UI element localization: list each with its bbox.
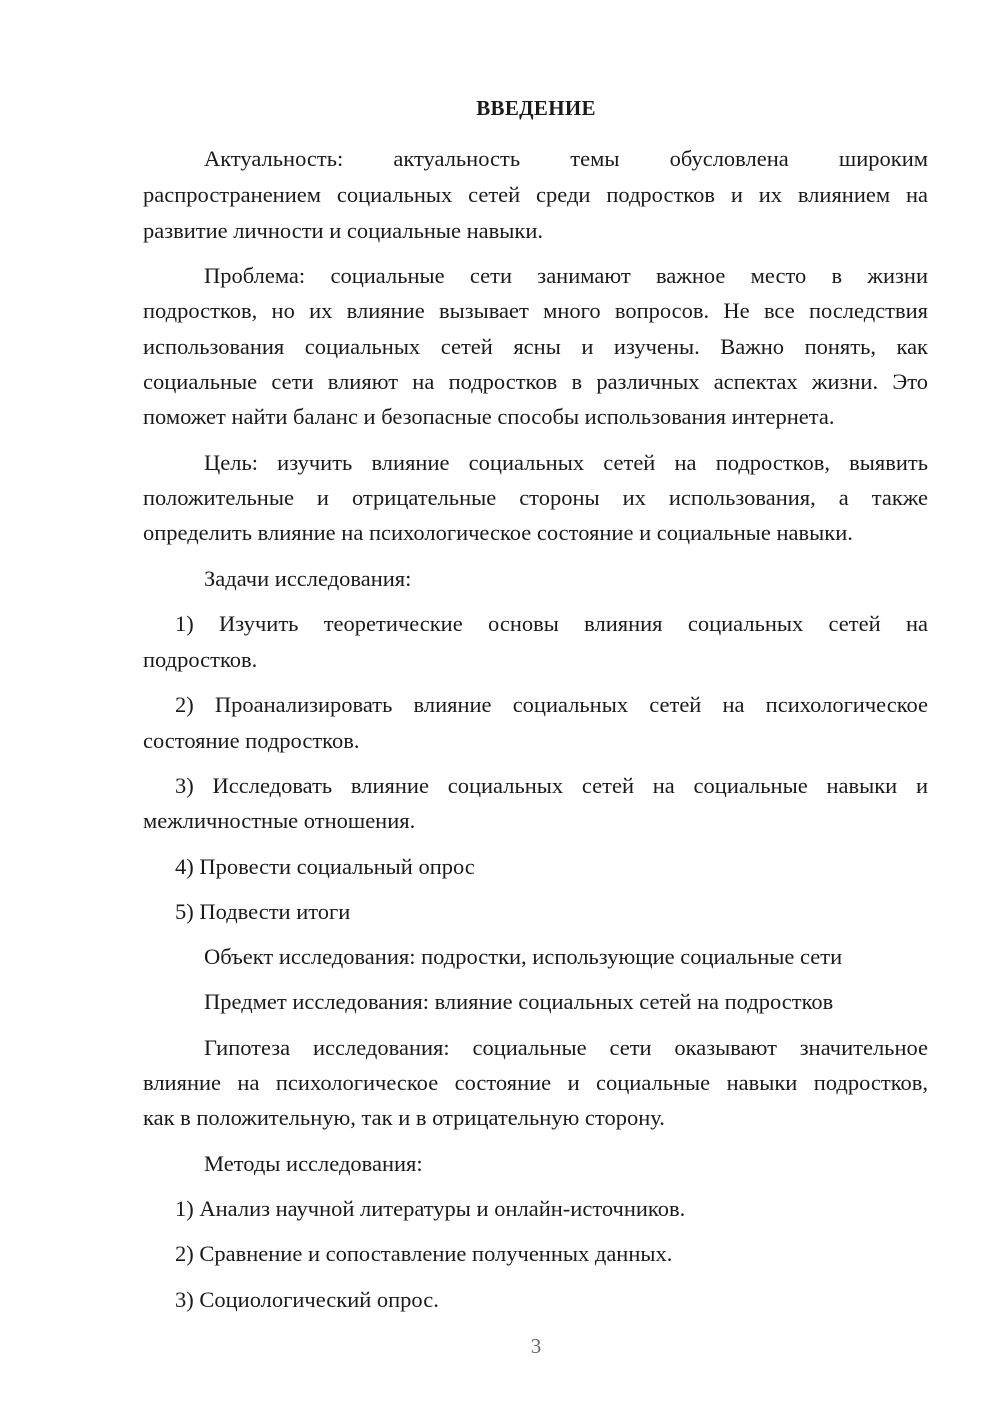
- task-item-1-line-2: подростков.: [143, 647, 258, 672]
- task-item-3-line-1: 3) Исследовать влияние социальных сетей на социальные навыки и: [175, 773, 928, 798]
- problem-line-1: Проблема: социальные сети занимают важное место в жизни: [204, 263, 928, 288]
- problem-line-3: использования социальных сетей ясны и изучены. Важно понять, как: [143, 334, 928, 359]
- research-subject: Предмет исследования: влияние социальных сетей на подростков: [204, 989, 834, 1014]
- page-number: 3: [530, 1334, 542, 1358]
- task-item-5: 5) Подвести итоги: [175, 899, 351, 924]
- method-item-1: 1) Анализ научной литературы и онлайн-источников.: [175, 1196, 686, 1221]
- relevance-line-1: Актуальность: актуальность темы обусловлена широким: [204, 146, 928, 171]
- task-item-3-line-2: межличностные отношения.: [143, 808, 416, 833]
- relevance-line-3: развитие личности и социальные навыки.: [143, 218, 543, 243]
- hypothesis-line-3: как в положительную, так и в отрицательную сторону.: [143, 1105, 665, 1130]
- research-object: Объект исследования: подростки, использующие социальные сети: [204, 944, 843, 969]
- task-item-4: 4) Провести социальный опрос: [175, 854, 475, 879]
- problem-line-5: поможет найти баланс и безопасные способы использования интернета.: [143, 404, 835, 429]
- page-title: ВВЕДЕНИЕ: [476, 96, 596, 120]
- task-item-2-line-2: состояние подростков.: [143, 728, 360, 753]
- goal-line-3: определить влияние на психологическое состояние и социальные навыки.: [143, 520, 853, 545]
- problem-line-4: социальные сети влияют на подростков в различных аспектах жизни. Это: [143, 369, 928, 394]
- task-item-1-line-1: 1) Изучить теоретические основы влияния социальных сетей на: [175, 611, 928, 636]
- methods-heading: Методы исследования:: [204, 1151, 423, 1176]
- hypothesis-line-1: Гипотеза исследования: социальные сети оказывают значительное: [204, 1035, 928, 1060]
- method-item-2: 2) Сравнение и сопоставление полученных данных.: [175, 1241, 673, 1266]
- goal-line-2: положительные и отрицательные стороны их использования, а также: [143, 485, 928, 510]
- task-item-2-line-1: 2) Проанализировать влияние социальных сетей на психологическое: [175, 692, 928, 717]
- method-item-3: 3) Социологический опрос.: [175, 1287, 439, 1312]
- problem-line-2: подростков, но их влияние вызывает много вопросов. Не все последствия: [143, 298, 928, 323]
- tasks-heading: Задачи исследования:: [204, 566, 412, 591]
- hypothesis-line-2: влияние на психологическое состояние и социальные навыки подростков,: [143, 1070, 928, 1095]
- goal-line-1: Цель: изучить влияние социальных сетей на подростков, выявить: [204, 450, 928, 475]
- relevance-line-2: распространением социальных сетей среди подростков и их влиянием на: [143, 182, 928, 207]
